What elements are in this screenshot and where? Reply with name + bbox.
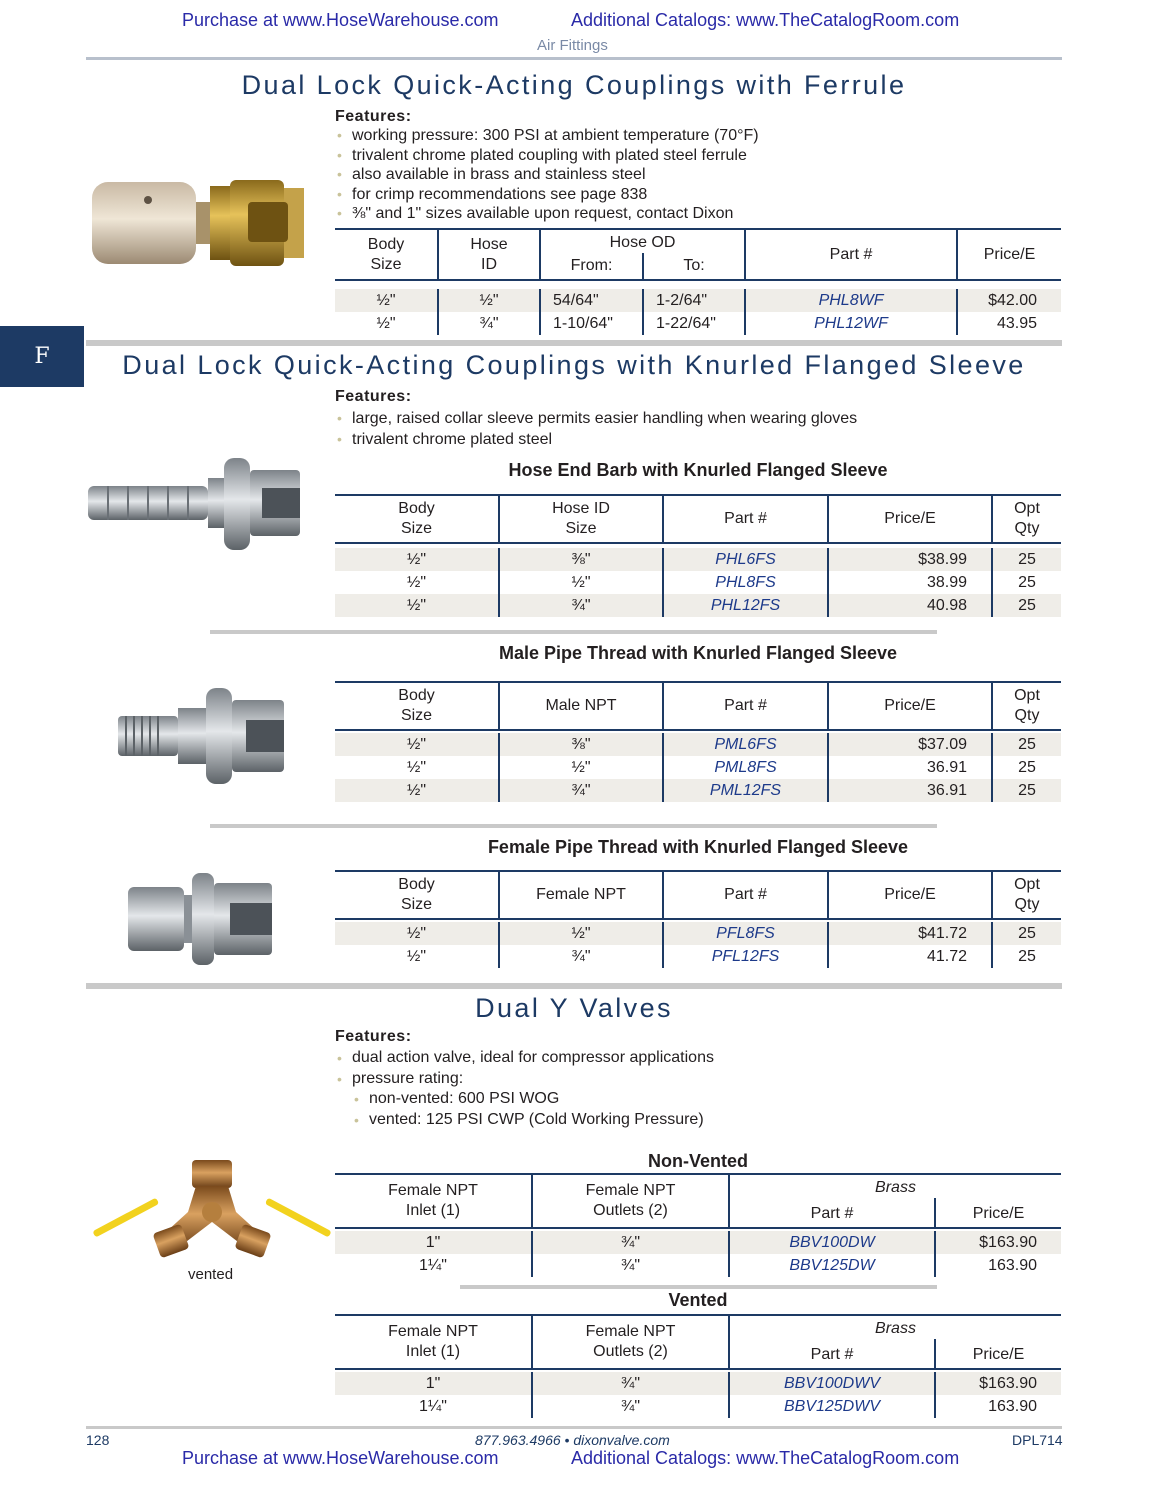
features-list-3 [335,1048,714,1089]
col-price: Price/E [828,495,992,543]
cell-npt: ½" [499,922,663,945]
cell-price: 43.95 [957,312,1061,335]
feature-item: • trivalent chrome plated coupling with plated steel ferrule [335,146,759,166]
cell-part[interactable]: PML8FS [663,756,828,779]
feature-item: • trivalent chrome plated steel [335,429,857,450]
col-price: Price/E [935,1339,1061,1369]
sub-feature-item: • vented: 125 PSI CWP (Cold Working Pressure) [352,1110,704,1131]
col-female-npt: Female NPT [499,871,663,919]
subtitle-barb: Hose End Barb with Knurled Flanged Sleeve [508,460,888,480]
footer-rule [86,1426,1062,1429]
table-row [335,1372,1061,1395]
feature-item: • also available in brass and stainless steel [335,165,759,185]
cell-qty: 25 [992,779,1061,802]
cell-body: ½" [335,733,499,756]
ferrule-coupling-image [88,172,310,272]
subtitle-vented: Vented [668,1290,728,1310]
non-vented-table [335,1173,1061,1277]
cell-size: ⅜" [499,548,663,571]
cell-price: $42.00 [957,289,1061,312]
table-row [335,1395,1061,1418]
table-row [335,756,1061,779]
features-list-2 [335,408,857,450]
footer-code: DPL714 [1012,1432,1063,1448]
subsection-divider [460,1285,937,1289]
male-table [335,681,1061,802]
cell-from: 54/64" [540,289,643,312]
section-title-ferrule: Dual Lock Quick-Acting Couplings with Ferrule [241,70,907,100]
col-part: Part # [745,229,957,280]
table-row [335,548,1061,571]
header-rule [86,57,1062,60]
cell-qty: 25 [992,733,1061,756]
cell-body: ½" [335,922,499,945]
table-row [335,945,1061,968]
section-divider [86,983,1062,989]
col-male-npt: Male NPT [499,682,663,730]
col-price: Price/E [828,871,992,919]
table-row [335,289,1061,312]
cell-from: 1-10/64" [540,312,643,335]
col-inlet: Female NPT Inlet (1) [335,1174,532,1228]
feature-item: • pressure rating: [335,1069,714,1090]
table-row [335,594,1061,617]
cell-price: $38.99 [828,548,992,571]
cell-body: ½" [335,548,499,571]
cell-price: 36.91 [828,779,992,802]
cell-size: ¾" [499,594,663,617]
cell-part[interactable]: PHL8FS [663,571,828,594]
cell-qty: 25 [992,756,1061,779]
cell-price: $163.90 [935,1231,1061,1254]
cell-price: 36.91 [828,756,992,779]
cell-part[interactable]: PHL12FS [663,594,828,617]
table-row [335,1231,1061,1254]
cell-inlet: 1" [335,1372,532,1395]
cell-outlets: ¾" [532,1372,729,1395]
features-heading-1: Features: [335,108,412,125]
cell-part[interactable]: BBV100DWV [729,1372,935,1395]
table-row [335,922,1061,945]
cell-inlet: 1¼" [419,1257,447,1274]
cell-part[interactable]: PHL8WF [745,289,957,312]
cell-price: $163.90 [935,1372,1061,1395]
ferrule-table [335,228,1061,335]
cell-npt: ¾" [499,945,663,968]
cell-npt: ⅜" [499,733,663,756]
subtitle-female: Female Pipe Thread with Knurled Flanged Sleeve [487,837,909,857]
cell-outlets: ¾" [532,1395,729,1418]
cell-price: 38.99 [828,571,992,594]
female-table [335,870,1061,968]
barb-table [335,494,1061,617]
cell-outlets: ¾" [532,1254,729,1277]
cell-body: ½" [406,948,427,965]
cell-npt: ½" [499,756,663,779]
col-outlets: Female NPT Outlets (2) [532,1174,729,1228]
cell-qty: 25 [992,945,1061,968]
section-title-knurled: Dual Lock Quick-Acting Couplings with Knurled Flanged Sleeve [122,350,1026,380]
cell-part[interactable]: PML6FS [663,733,828,756]
cell-inlet: 1¼" [419,1398,447,1415]
hose-barb-image [86,454,310,554]
cell-body: ½" [335,289,438,312]
cell-size: ½" [499,571,663,594]
col-part: Part # [663,682,828,730]
section-tab-letter: F [34,344,50,369]
cell-part[interactable]: BBV125DWV [729,1395,935,1418]
cell-part[interactable]: PFL8FS [663,922,828,945]
cell-part[interactable]: PHL6FS [663,548,828,571]
cell-body: ½" [335,594,499,617]
catalog-link-bottom[interactable]: Additional Catalogs: www.TheCatalogRoom.com [571,1448,960,1468]
col-brass: Brass [729,1174,1061,1198]
table-row [335,312,1061,335]
cell-qty: 25 [992,571,1061,594]
cell-part[interactable]: PML12FS [663,779,828,802]
col-body-size: Body Size [335,682,499,730]
table-row [335,733,1061,756]
col-hose-id-size: Hose ID Size [499,495,663,543]
col-outlets: Female NPT Outlets (2) [532,1315,729,1369]
col-body-size: Body Size [335,871,499,919]
cell-part[interactable]: BBV125DW [729,1254,935,1277]
cell-price: 40.98 [828,594,992,617]
col-price: Price/E [957,229,1061,280]
cell-price: 41.72 [828,945,992,968]
cell-body: ½" [376,315,396,332]
col-part: Part # [729,1198,935,1228]
subsection-divider [210,630,937,634]
feature-item: • working pressure: 300 PSI at ambient temperature (70°F) [335,126,759,146]
cell-body: ½" [335,779,499,802]
col-hose-id: Hose ID [438,229,540,280]
col-opt-qty: Opt Qty [992,495,1061,543]
cell-part[interactable]: PHL12WF [745,312,957,335]
col-body-size: Body Size [335,495,499,543]
col-od-to: To: [643,253,745,280]
col-price: Price/E [935,1198,1061,1228]
table-row [335,779,1061,802]
table-row [335,1254,1061,1277]
col-opt-qty: Opt Qty [992,871,1061,919]
page-number: 128 [86,1432,110,1448]
subtitle-male: Male Pipe Thread with Knurled Flanged Sleeve [498,643,898,663]
male-pipe-image [114,686,288,786]
purchase-link-top[interactable]: Purchase at www.HoseWarehouse.com [182,10,499,30]
subsection-divider [210,824,937,828]
col-od-from: From: [540,253,643,280]
feature-item: • large, raised collar sleeve permits easier handling when wearing gloves [335,408,857,429]
footer-contact: 877.963.4966 • dixonvalve.com [475,1432,670,1448]
section-title-y-valves: Dual Y Valves [475,993,673,1023]
col-brass: Brass [729,1315,1061,1339]
cell-inlet: 1" [335,1231,532,1254]
cell-outlets: ¾" [532,1231,729,1254]
cell-part[interactable]: PFL12FS [663,945,828,968]
feature-item: • ⅜" and 1" sizes available upon request, contact Dixon [335,204,759,224]
sub-features-list [352,1089,704,1130]
cell-price: $41.72 [828,922,992,945]
col-part: Part # [663,871,828,919]
cell-body: ½" [406,574,427,591]
col-price: Price/E [828,682,992,730]
section-divider [86,340,1062,346]
cell-price: $37.09 [828,733,992,756]
cell-part[interactable]: BBV100DW [729,1231,935,1254]
feature-item: • for crimp recommendations see page 838 [335,185,759,205]
cell-hose-id: ¾" [438,312,540,335]
cell-to: 1-22/64" [643,312,745,335]
col-part: Part # [729,1339,935,1369]
catalog-link-top[interactable]: Additional Catalogs: www.TheCatalogRoom.com [571,10,960,30]
section-tab[interactable] [0,326,84,387]
col-opt-qty: Opt Qty [992,682,1061,730]
features-heading-3: Features: [335,1028,412,1045]
subtitle-non-vented: Non-Vented [647,1151,748,1171]
cell-qty: 25 [992,922,1061,945]
features-heading-2: Features: [335,388,412,405]
image-caption-vented: vented [188,1266,234,1283]
cell-price: 163.90 [935,1395,1061,1418]
category-label: Air Fittings [537,37,608,54]
col-hose-od: Hose OD [540,229,745,253]
table-row [335,571,1061,594]
col-body-size: Body Size [335,229,438,280]
female-pipe-image [126,871,276,967]
feature-item: • dual action valve, ideal for compressor applications [335,1048,714,1069]
cell-to: 1-2/64" [643,289,745,312]
col-part: Part # [663,495,828,543]
cell-qty: 25 [992,548,1061,571]
cell-qty: 25 [992,594,1061,617]
cell-hose-id: ½" [438,289,540,312]
vented-table [335,1314,1061,1418]
sub-feature-item: • non-vented: 600 PSI WOG [352,1089,704,1110]
features-list-1 [335,126,759,224]
purchase-link-bottom[interactable]: Purchase at www.HoseWarehouse.com [182,1448,499,1468]
cell-price: 163.90 [935,1254,1061,1277]
col-inlet: Female NPT Inlet (1) [335,1315,532,1369]
cell-npt: ¾" [499,779,663,802]
cell-body: ½" [406,759,427,776]
y-valve-image [86,1156,336,1262]
